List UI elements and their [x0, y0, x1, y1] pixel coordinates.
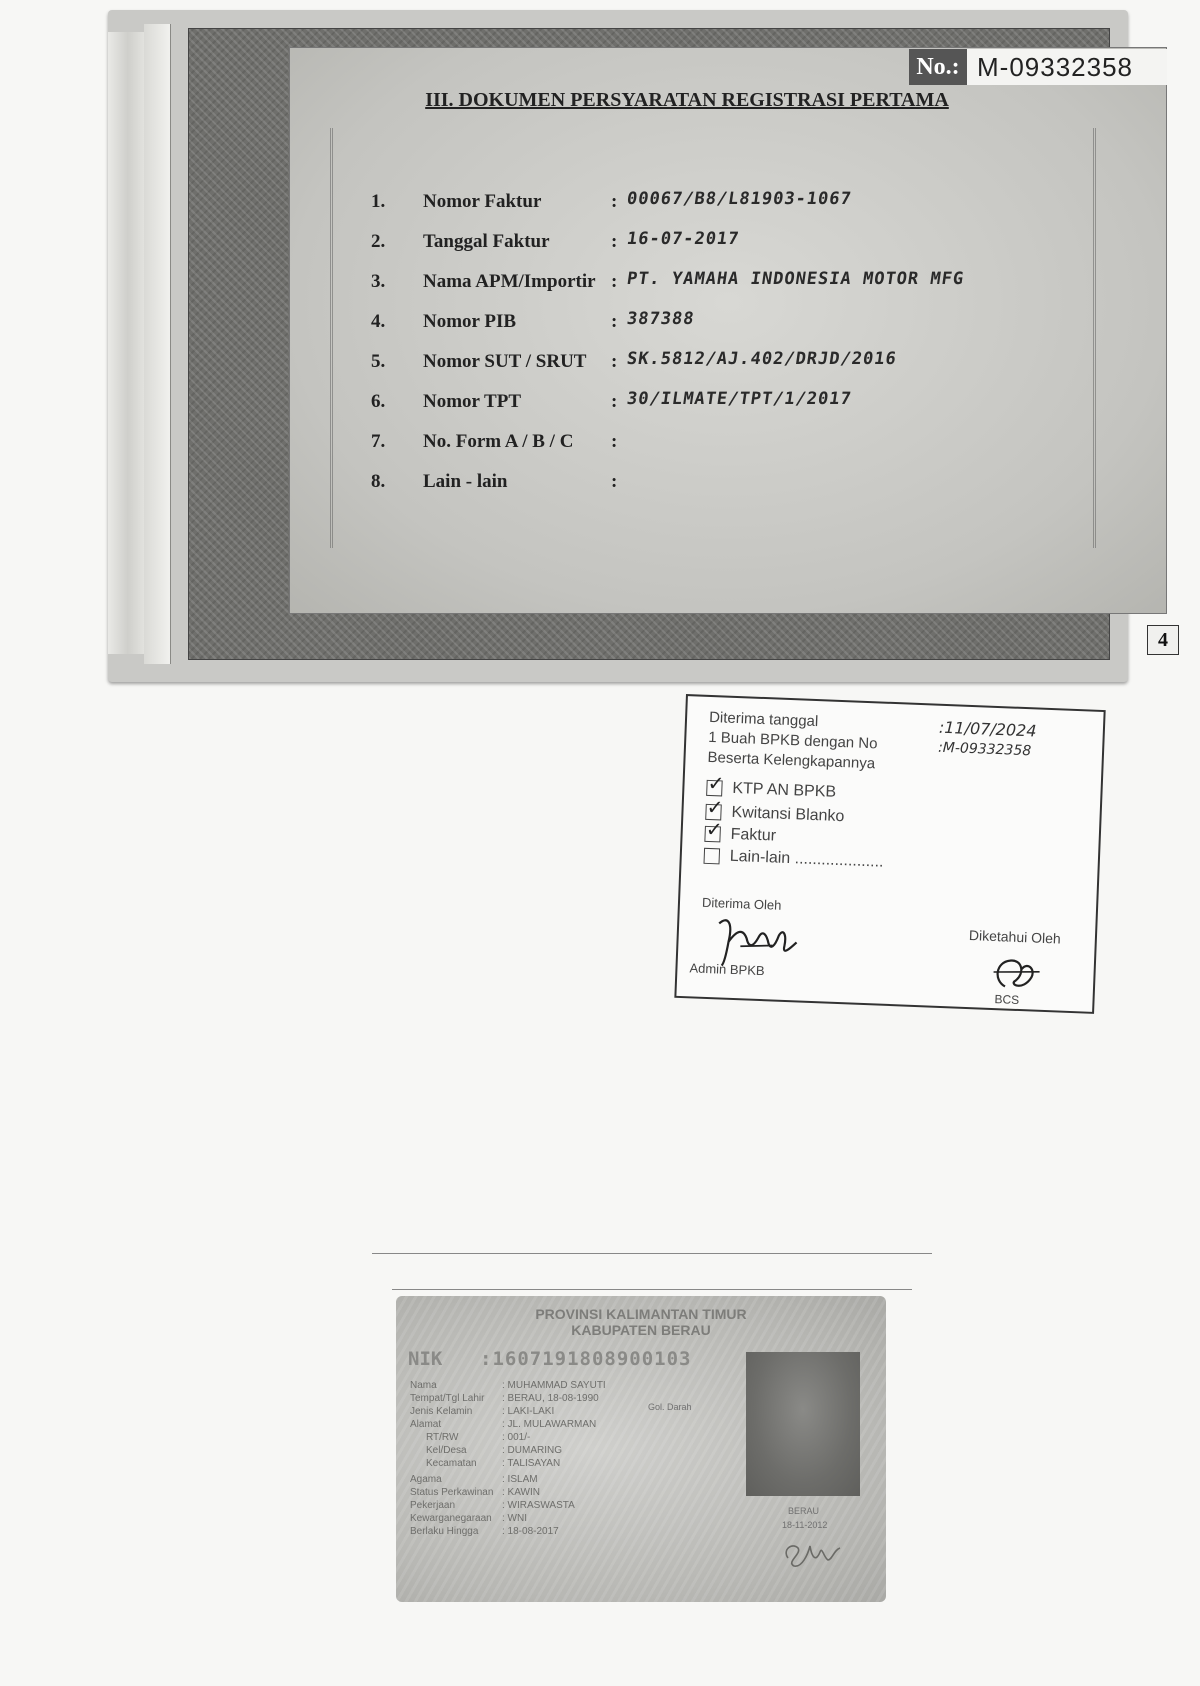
ktp-field-key: Jenis Kelamin [410, 1406, 473, 1417]
book-spine-inner [144, 24, 171, 664]
ktp-field-key: Berlaku Hingga [410, 1526, 479, 1537]
id-card-copy [396, 1296, 886, 1602]
item-label: Nomor SUT / SRUT [423, 351, 587, 372]
ktp-field-key: Pekerjaan [410, 1500, 456, 1511]
guilloche-frame [188, 28, 1168, 660]
item-number: 7. [371, 431, 386, 452]
item-value: 00067/B8/L81903-1067 [625, 189, 854, 209]
handwritten-date: :11/07/2024 [938, 717, 1037, 741]
document-number-label: No.: [909, 49, 967, 85]
ktp-field-value: : WNI [502, 1513, 527, 1524]
item-colon: : [611, 431, 618, 452]
list-item [371, 351, 1091, 391]
ktp-field-value: : LAKI-LAKI [502, 1406, 555, 1417]
item-value: SK.5812/AJ.402/DRJD/2016 [625, 349, 899, 369]
ktp-field-key: Alamat [410, 1419, 442, 1430]
checklist-item-ktp [706, 779, 836, 802]
ktp-field-key: Kewarganegaraan [410, 1513, 492, 1524]
ktp-field-value: : KAWIN [502, 1487, 540, 1498]
ktp-field-row [410, 1419, 640, 1432]
receipt-stamp [674, 694, 1105, 1014]
item-number: 3. [371, 271, 386, 292]
ktp-nik-value: :1607191808900103 [480, 1348, 692, 1370]
ktp-field-row [410, 1487, 640, 1500]
ktp-field-value: : ISLAM [502, 1474, 538, 1485]
item-colon: : [611, 191, 618, 212]
list-item [371, 471, 1091, 511]
ktp-field-value: : 18-08-2017 [502, 1526, 559, 1537]
copy-edge-line [392, 1289, 912, 1290]
list-item [371, 391, 1091, 431]
stamp-received-date-label: Diterima tanggal [708, 708, 819, 731]
item-colon: : [611, 351, 618, 372]
checklist-item-lain [703, 847, 883, 872]
item-number: 5. [371, 351, 386, 372]
requirement-list [371, 191, 1091, 511]
document-title: III. DOKUMEN PERSYARATAN REGISTRASI PERTAMA [425, 89, 949, 111]
ktp-field-row [410, 1513, 640, 1526]
item-value: 16-07-2017 [625, 229, 741, 249]
received-by-role: Admin BPKB [689, 960, 765, 979]
checklist-item-kwitansi [705, 803, 845, 826]
known-by-label: Diketahui Oleh [968, 927, 1062, 947]
item-colon: : [611, 391, 618, 412]
list-item [371, 431, 1091, 471]
ktp-field-key: Nama [410, 1380, 437, 1391]
item-label: No. Form A / B / C [423, 431, 574, 452]
stamp-bpkb-number-label: 1 Buah BPKB dengan No [708, 728, 878, 753]
ktp-field-value: : BERAU, 18-08-1990 [502, 1393, 599, 1404]
item-value: 387388 [625, 309, 696, 329]
item-colon: : [611, 471, 618, 492]
ktp-regency: KABUPATEN BERAU [571, 1322, 711, 1338]
ktp-field-row [410, 1406, 640, 1419]
ktp-field-row [426, 1458, 656, 1471]
ktp-nik-label: NIK [408, 1348, 443, 1370]
ktp-field-key: Tempat/Tgl Lahir [410, 1393, 485, 1404]
list-item [371, 271, 1091, 311]
item-number: 4. [371, 311, 386, 332]
ktp-province: PROVINSI KALIMANTAN TIMUR [535, 1306, 747, 1322]
ktp-field-row [426, 1432, 656, 1445]
item-number: 1. [371, 191, 386, 212]
stamp-completeness-label: Beserta Kelengkapannya [707, 748, 876, 773]
item-label: Nomor TPT [423, 391, 521, 412]
ktp-issue-date: 18-11-2012 [782, 1520, 828, 1530]
item-label: Tanggal Faktur [423, 231, 550, 252]
ktp-field-row [410, 1526, 640, 1539]
item-label: Nama APM/Importir [423, 271, 596, 292]
list-item [371, 191, 1091, 231]
checklist-label: Faktur [730, 825, 777, 845]
ktp-field-value: : 001/- [502, 1432, 531, 1443]
checklist-item-faktur [704, 825, 776, 846]
checkbox-empty-icon [704, 848, 721, 865]
checkbox-checked-icon [704, 826, 721, 843]
ktp-field-key: Kel/Desa [426, 1445, 467, 1456]
received-by-label: Diterima Oleh [701, 894, 782, 913]
ktp-field-row [410, 1500, 640, 1513]
book-spine [108, 32, 145, 654]
ktp-signature-icon [780, 1532, 850, 1572]
ktp-photo [746, 1352, 860, 1496]
item-value: 30/ILMATE/TPT/1/2017 [625, 389, 854, 409]
ktp-field-row [410, 1474, 640, 1487]
known-by-role: BCS [994, 992, 1020, 1008]
item-colon: : [611, 231, 618, 252]
ktp-field-key: Agama [410, 1474, 442, 1485]
list-item [371, 311, 1091, 351]
document-number-value: M-09332358 [967, 49, 1167, 85]
item-label: Nomor Faktur [423, 191, 542, 212]
ktp-field-row [426, 1445, 656, 1458]
checklist-label: Kwitansi Blanko [731, 803, 845, 826]
ktp-field-row [410, 1393, 640, 1406]
item-number: 2. [371, 231, 386, 252]
bcs-signature-icon [987, 950, 1047, 996]
ktp-field-key: Status Perkawinan [410, 1487, 494, 1498]
ktp-issue-city: BERAU [788, 1506, 820, 1516]
page-number: 4 [1147, 625, 1179, 655]
ktp-field-value: : TALISAYAN [502, 1458, 561, 1469]
ktp-field-value: : WIRASWASTA [502, 1500, 575, 1511]
item-colon: : [611, 311, 618, 332]
item-value: PT. YAMAHA INDONESIA MOTOR MFG [625, 269, 966, 289]
ktp-field-value: : JL. MULAWARMAN [502, 1419, 597, 1430]
copy-edge-line [372, 1253, 932, 1254]
item-colon: : [611, 271, 618, 292]
ktp-field-value: : MUHAMMAD SAYUTI [502, 1380, 606, 1391]
ktp-field-row [410, 1380, 640, 1393]
item-label: Lain - lain [423, 471, 508, 492]
item-number: 8. [371, 471, 386, 492]
ktp-field-value: : DUMARING [502, 1445, 562, 1456]
list-item [371, 231, 1091, 271]
handwritten-bpkb-number: :M-09332358 [937, 739, 1032, 760]
ktp-blood-type: Gol. Darah [648, 1402, 692, 1412]
bpkb-page [108, 10, 1168, 682]
checklist-label: Lain-lain .................... [729, 847, 884, 871]
item-label: Nomor PIB [423, 311, 517, 332]
checklist-label: KTP AN BPKB [732, 779, 837, 801]
ktp-field-key: RT/RW [426, 1432, 459, 1443]
ktp-field-key: Kecamatan [426, 1458, 477, 1469]
item-number: 6. [371, 391, 386, 412]
